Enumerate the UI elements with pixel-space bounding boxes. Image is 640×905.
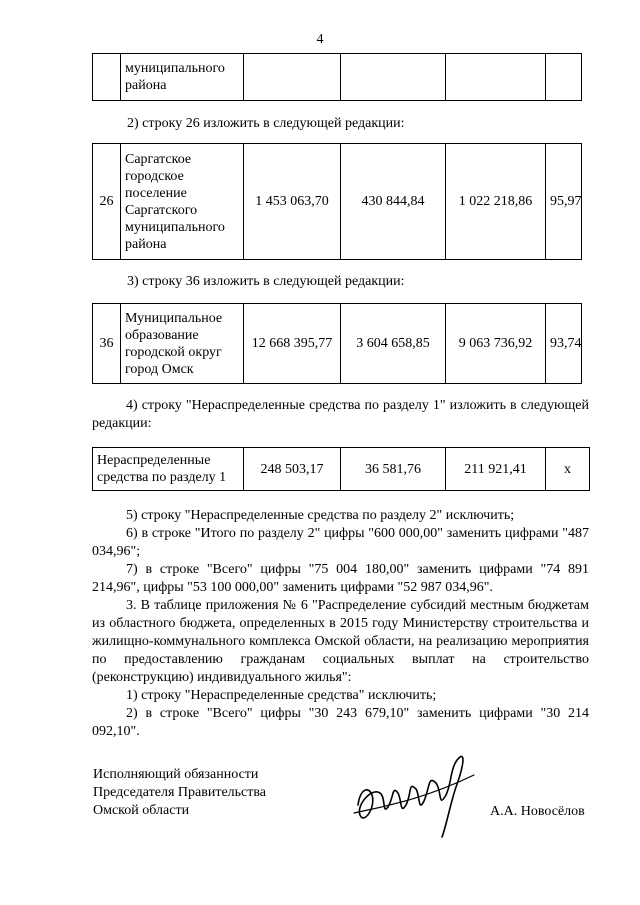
table-row-26 [92, 143, 582, 260]
value-total: 248 503,17 [244, 448, 341, 491]
value-local: 1 022 218,86 [446, 144, 546, 260]
value-percent [546, 54, 582, 101]
paragraph-section-3: 3. В таблице приложения № 6 "Распределение субсидий местным бюджетам из областного бюджета, определенных в 2015 году Министерству строительства и жилищно-коммунального комплекса Омской области, на реализацию мероприятия по предоставлению гражданам социальных выплат на строительство (реконструкцию) индивидуального жилья": [92, 598, 589, 685]
table-row-36 [92, 303, 582, 384]
value-local: 211 921,41 [446, 448, 546, 491]
signatory-title [93, 766, 266, 820]
value-regional [341, 54, 446, 101]
municipality-name: Саргатское городское поселение Саргатского муниципального района [121, 144, 244, 260]
paragraph-item-5: 5) строку "Нераспределенные средства по разделу 2" исключить; [126, 508, 515, 523]
value-regional: 430 844,84 [341, 144, 446, 260]
paragraph-row-36: 3) строку 36 изложить в следующей редакции: [127, 274, 405, 289]
value-local: 9 063 736,92 [446, 304, 546, 384]
paragraph-undistributed-1: 4) строку "Нераспределенные средства по разделу 1" изложить в следующей редакции: [92, 398, 589, 431]
table-undistributed [92, 447, 590, 491]
value-percent: 93,74 [546, 304, 582, 384]
paragraph-item-6: 6) в строке "Итого по разделу 2" цифры "600 000,00" заменить цифрами "487 034,96"; [92, 526, 589, 559]
value-local [446, 54, 546, 101]
value-percent: 95,97 [546, 144, 582, 260]
signatory-line-1: Исполняющий обязанности [93, 767, 259, 782]
signatory-line-3: Омской области [93, 803, 190, 818]
municipality-name: муниципального района [121, 54, 244, 101]
paragraph-3-item-2: 2) в строке "Всего" цифры "30 243 679,10" заменить цифрами "30 214 092,10". [92, 706, 589, 739]
paragraph-3-item-1: 1) строку "Нераспределенные средства" исключить; [126, 688, 437, 703]
paragraph-row-26: 2) строку 26 изложить в следующей редакции: [127, 116, 405, 131]
signatory-name: А.А. Новосёлов [490, 804, 585, 819]
table-row [93, 54, 582, 101]
table-row [93, 448, 590, 491]
table-continuation [92, 53, 582, 101]
value-total [244, 54, 341, 101]
row-number [93, 54, 121, 101]
municipality-name: Муниципальное образование городской округ город Омск [121, 304, 244, 384]
value-regional: 3 604 658,85 [341, 304, 446, 384]
page-number: 4 [316, 32, 324, 47]
table-row [93, 144, 582, 260]
value-regional: 36 581,76 [341, 448, 446, 491]
value-percent: x [546, 448, 590, 491]
signatory-line-2: Председателя Правительства [93, 785, 267, 800]
row-number: 36 [93, 304, 121, 384]
value-total: 1 453 063,70 [244, 144, 341, 260]
value-total: 12 668 395,77 [244, 304, 341, 384]
table-row [93, 304, 582, 384]
row-number: 26 [93, 144, 121, 260]
row-name: Нераспределенные средства по разделу 1 [93, 448, 244, 491]
handwritten-signature [350, 735, 480, 845]
paragraph-item-7: 7) в строке "Всего" цифры "75 004 180,00" заменить цифрами "74 891 214,96", цифры "53 100 000,00" заменить цифрами "52 987 034,96". [92, 562, 589, 595]
